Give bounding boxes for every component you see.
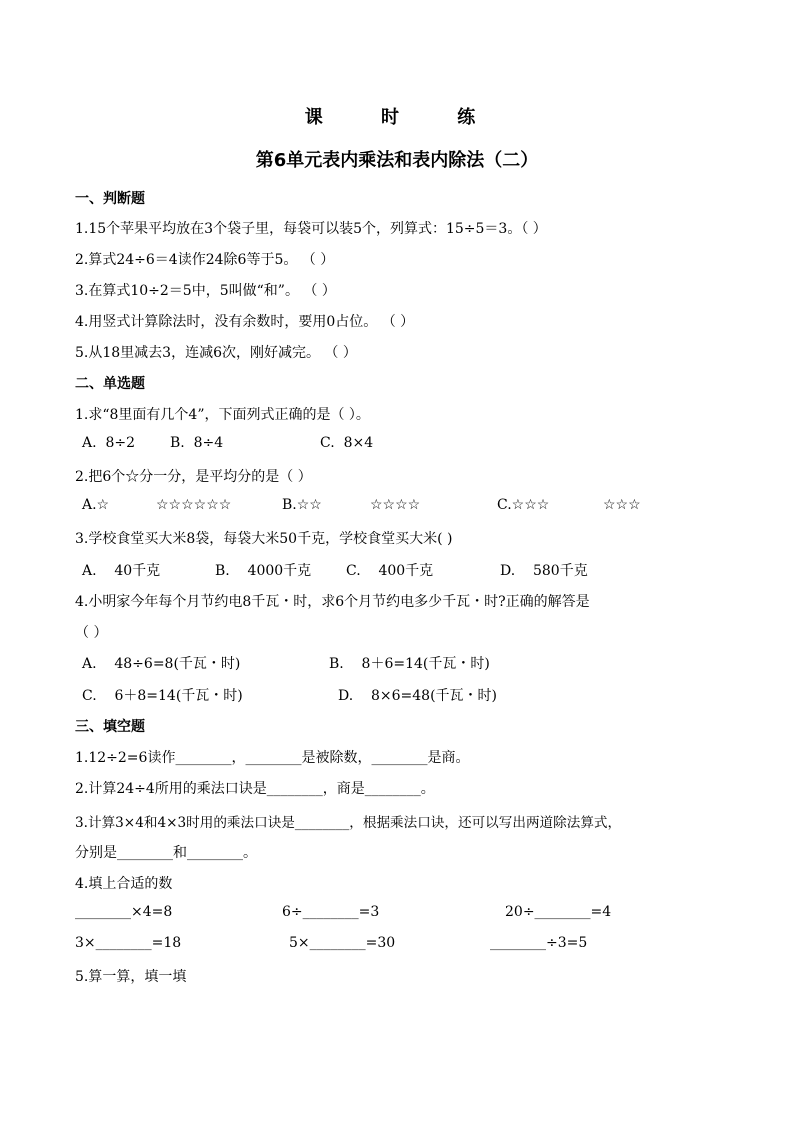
q1-option-b: B. 8÷4 (170, 435, 224, 451)
q4-option-c: C. 6＋8=14(千瓦・时) (82, 688, 243, 704)
fill-blank-3: 20÷________=4 (505, 904, 612, 920)
q2-option-a-left: A.☆ (82, 497, 110, 513)
section-heading-choice: 二、单选题 (75, 376, 145, 392)
q3-option-b: B. 4000千克 (215, 563, 312, 579)
q1-option-a: A. 8÷2 (82, 435, 136, 451)
q4-option-d: D. 8×6=48(千瓦・时) (338, 688, 497, 704)
section-heading-fill: 三、填空题 (75, 719, 145, 735)
q2-option-c-left: C.☆☆☆ (497, 497, 550, 513)
q2-option-b-left: B.☆☆ (282, 497, 322, 513)
fill-blank-6: ________÷3=5 (490, 935, 588, 951)
fill-question-5: 5.算一算，填一填 (75, 969, 187, 985)
q2-option-c-right: ☆☆☆ (603, 497, 641, 513)
page-subtitle: 第6单元表内乘法和表内除法（二） (255, 150, 539, 171)
page-title: 课 时 练 (304, 107, 490, 128)
judge-item-3: 3.在算式10÷2＝5中，5叫做“和”。 （ ） (75, 283, 336, 299)
choice-question-4: 4.小明家今年每个月节约电8千瓦・时，求6个月节约电多少千瓦・时?正确的解答是 (75, 594, 590, 610)
q3-option-a: A. 40千克 (82, 563, 161, 579)
q4-option-b: B. 8＋6=14(千瓦・时) (329, 656, 490, 672)
judge-item-1: 1.15个苹果平均放在3个袋子里，每袋可以装5个，列算式：15÷5＝3。（ ） (75, 221, 547, 237)
fill-blank-5: 5×________=30 (289, 935, 396, 951)
q4-option-a: A. 48÷6=8(千瓦・时) (82, 656, 241, 672)
q1-option-c: C. 8×4 (320, 435, 374, 451)
choice-question-3: 3.学校食堂买大米8袋，每袋大米50千克，学校食堂买大米( ) (75, 531, 453, 547)
q2-option-a-right: ☆☆☆☆☆☆ (156, 497, 232, 513)
fill-question-2: 2.计算24÷4所用的乘法口诀是________，商是________。 (75, 781, 435, 797)
judge-item-4: 4.用竖式计算除法时，没有余数时，要用0占位。 （ ） (75, 314, 415, 330)
choice-question-4-cont: （ ） (75, 625, 108, 641)
fill-question-3-cont: 分别是________和________。 (75, 845, 257, 861)
choice-question-1: 1.求“8里面有几个4”，下面列式正确的是（ ）。 (75, 407, 370, 423)
fill-blank-4: 3×________=18 (75, 935, 182, 951)
fill-blank-1: ________×4=8 (75, 904, 173, 920)
fill-blank-2: 6÷________=3 (282, 904, 380, 920)
q2-option-b-right: ☆☆☆☆ (370, 497, 421, 513)
choice-question-2: 2.把6个☆分一分，是平均分的是（ ） (75, 469, 312, 485)
judge-item-5: 5.从18里减去3，连减6次，刚好减完。 （ ） (75, 345, 357, 361)
section-heading-judge: 一、判断题 (75, 191, 145, 207)
q3-option-c: C. 400千克 (346, 563, 434, 579)
fill-question-4: 4.填上合适的数 (75, 876, 173, 892)
fill-question-3: 3.计算3×4和4×3时用的乘法口诀是________，根据乘法口诀，还可以写出两道除法算式， (75, 815, 622, 831)
fill-question-1: 1.12÷2=6读作________，________是被除数，________是商。 (75, 750, 470, 766)
q3-option-d: D. 580千克 (500, 563, 588, 579)
judge-item-2: 2.算式24÷6＝4读作24除6等于5。 （ ） (75, 252, 335, 268)
